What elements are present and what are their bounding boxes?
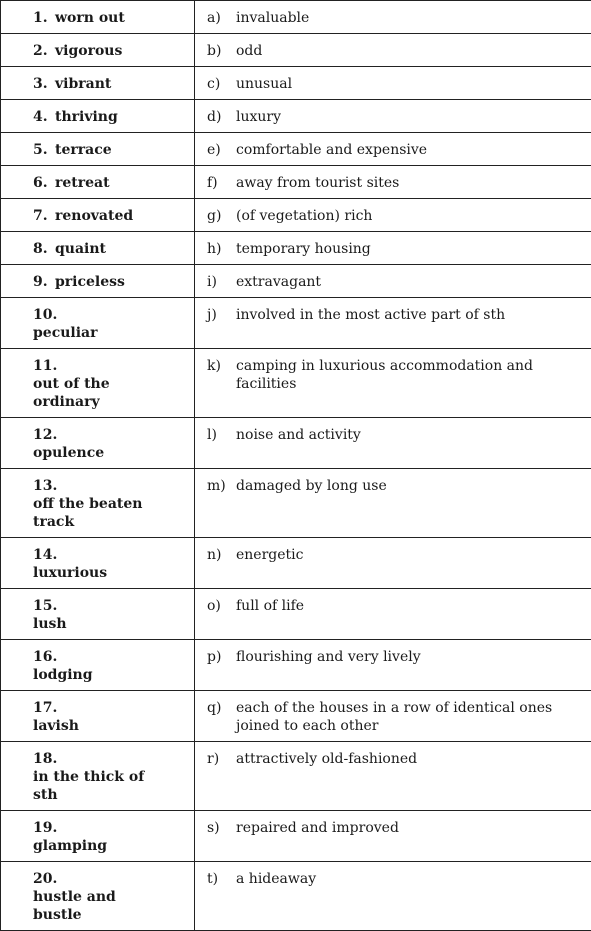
definition-cell (195, 265, 591, 298)
term-cell (1, 349, 195, 418)
definition-letter: t) (207, 870, 236, 888)
definition-cell (195, 640, 591, 691)
definition-letter: r) (207, 750, 236, 768)
term-word: hustle and bustle (33, 888, 168, 924)
definition-cell (195, 166, 591, 199)
matching-table-body (1, 1, 591, 931)
term-cell (1, 640, 195, 691)
definition-cell (195, 199, 591, 232)
term-number: 15. (33, 597, 57, 615)
definition-letter: p) (207, 648, 236, 666)
term-cell (1, 298, 195, 349)
definition-cell (195, 67, 591, 100)
definition-letter: f) (207, 174, 236, 192)
term-word: priceless (55, 273, 190, 291)
definition-cell (195, 811, 591, 862)
definition-text: each of the houses in a row of identical ones joined to each other (236, 699, 584, 735)
term-cell (1, 418, 195, 469)
definition-text: noise and activity (236, 426, 584, 444)
term-word: opulence (33, 444, 168, 462)
definition-cell (195, 232, 591, 265)
term-number: 11. (33, 357, 57, 375)
term-number: 16. (33, 648, 57, 666)
term-number: 1. (33, 9, 55, 27)
term-number: 14. (33, 546, 57, 564)
definition-cell (195, 538, 591, 589)
table-row (1, 349, 591, 418)
definition-cell (195, 589, 591, 640)
term-word: glamping (33, 837, 168, 855)
term-cell (1, 133, 195, 166)
definition-cell (195, 742, 591, 811)
definition-text: temporary housing (236, 240, 584, 258)
definition-text: energetic (236, 546, 584, 564)
term-cell (1, 469, 195, 538)
definition-letter: q) (207, 699, 236, 717)
term-word: vigorous (55, 42, 190, 60)
definition-text: damaged by long use (236, 477, 584, 495)
term-word: retreat (55, 174, 190, 192)
definition-letter: c) (207, 75, 236, 93)
table-row (1, 469, 591, 538)
table-row (1, 166, 591, 199)
term-cell (1, 265, 195, 298)
term-cell (1, 538, 195, 589)
definition-cell (195, 34, 591, 67)
term-word: thriving (55, 108, 190, 126)
table-row (1, 589, 591, 640)
term-cell (1, 232, 195, 265)
term-number: 6. (33, 174, 55, 192)
term-number: 17. (33, 699, 57, 717)
definition-letter: e) (207, 141, 236, 159)
table-row (1, 100, 591, 133)
term-number: 7. (33, 207, 55, 225)
table-row (1, 232, 591, 265)
table-row (1, 265, 591, 298)
definition-cell (195, 469, 591, 538)
definition-letter: n) (207, 546, 236, 564)
term-cell (1, 100, 195, 133)
term-cell (1, 691, 195, 742)
definition-letter: s) (207, 819, 236, 837)
definition-cell (195, 691, 591, 742)
definition-text: odd (236, 42, 584, 60)
definition-cell (195, 349, 591, 418)
term-word: quaint (55, 240, 190, 258)
table-row (1, 199, 591, 232)
definition-text: involved in the most active part of sth (236, 306, 584, 324)
term-cell (1, 1, 195, 34)
definition-text: camping in luxurious accommodation and facilities (236, 357, 584, 393)
term-word: lodging (33, 666, 168, 684)
term-number: 20. (33, 870, 57, 888)
definition-text: comfortable and expensive (236, 141, 584, 159)
term-number: 8. (33, 240, 55, 258)
table-row (1, 640, 591, 691)
term-cell (1, 862, 195, 931)
term-cell (1, 742, 195, 811)
table-row (1, 298, 591, 349)
definition-letter: j) (207, 306, 236, 324)
definition-cell (195, 1, 591, 34)
definition-cell (195, 418, 591, 469)
definition-letter: a) (207, 9, 236, 27)
table-row (1, 1, 591, 34)
term-word: renovated (55, 207, 190, 225)
term-number: 18. (33, 750, 57, 768)
definition-letter: o) (207, 597, 236, 615)
definition-cell (195, 298, 591, 349)
term-number: 10. (33, 306, 57, 324)
definition-text: luxury (236, 108, 584, 126)
term-number: 9. (33, 273, 55, 291)
definition-cell (195, 862, 591, 931)
table-row (1, 133, 591, 166)
definition-cell (195, 133, 591, 166)
table-row (1, 34, 591, 67)
definition-text: invaluable (236, 9, 584, 27)
term-word: terrace (55, 141, 190, 159)
term-cell (1, 199, 195, 232)
term-word: in the thick of sth (33, 768, 168, 804)
table-row (1, 67, 591, 100)
definition-cell (195, 100, 591, 133)
definition-letter: d) (207, 108, 236, 126)
definition-text: away from tourist sites (236, 174, 584, 192)
definition-text: a hideaway (236, 870, 584, 888)
term-word: lush (33, 615, 168, 633)
table-row (1, 538, 591, 589)
definition-letter: m) (207, 477, 236, 495)
term-number: 2. (33, 42, 55, 60)
term-word: vibrant (55, 75, 190, 93)
definition-text: attractively old-fashioned (236, 750, 584, 768)
definition-letter: h) (207, 240, 236, 258)
term-cell (1, 67, 195, 100)
table-row (1, 691, 591, 742)
term-word: off the beaten track (33, 495, 168, 531)
term-number: 5. (33, 141, 55, 159)
term-word: luxurious (33, 564, 168, 582)
term-word: lavish (33, 717, 168, 735)
table-row (1, 862, 591, 931)
term-number: 13. (33, 477, 57, 495)
term-word: worn out (55, 9, 190, 27)
table-row (1, 811, 591, 862)
definition-text: flourishing and very lively (236, 648, 584, 666)
definition-text: repaired and improved (236, 819, 584, 837)
definition-text: extravagant (236, 273, 584, 291)
definition-text: (of vegetation) rich (236, 207, 584, 225)
table-row (1, 418, 591, 469)
definition-letter: b) (207, 42, 236, 60)
term-word: peculiar (33, 324, 168, 342)
term-cell (1, 811, 195, 862)
term-number: 3. (33, 75, 55, 93)
definition-text: unusual (236, 75, 584, 93)
term-cell (1, 166, 195, 199)
term-number: 19. (33, 819, 57, 837)
term-cell (1, 589, 195, 640)
term-cell (1, 34, 195, 67)
definition-letter: g) (207, 207, 236, 225)
definition-text: full of life (236, 597, 584, 615)
table-row (1, 742, 591, 811)
definition-letter: l) (207, 426, 236, 444)
term-number: 12. (33, 426, 57, 444)
term-number: 4. (33, 108, 55, 126)
definition-letter: k) (207, 357, 236, 375)
definition-letter: i) (207, 273, 236, 291)
term-word: out of the ordinary (33, 375, 168, 411)
